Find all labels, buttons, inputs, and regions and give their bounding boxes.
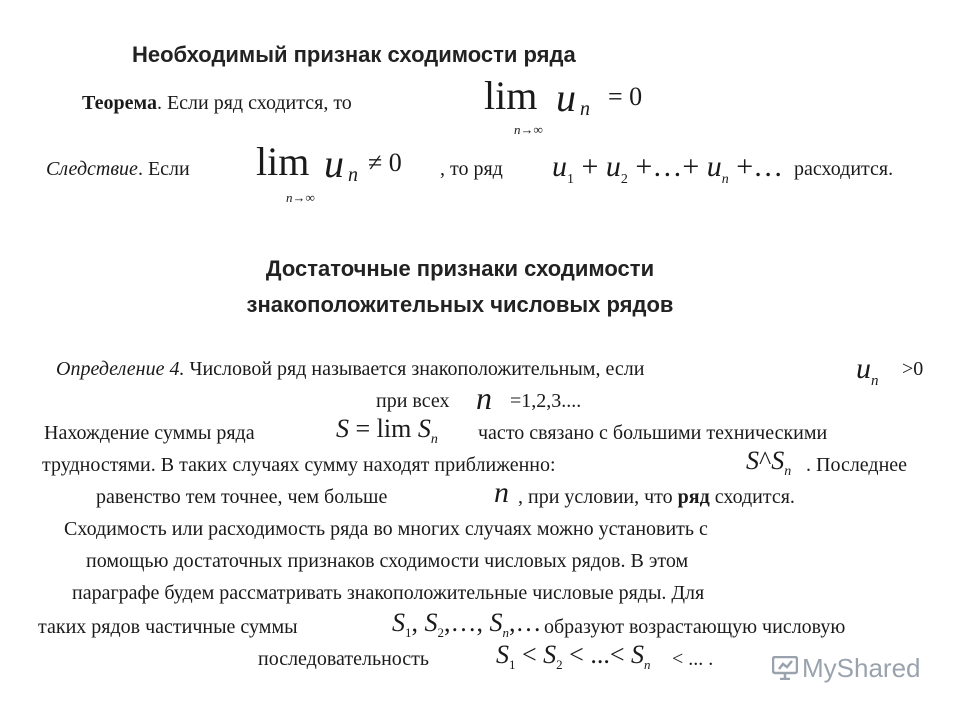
para-line4: Сходимость или расходимость ряда во многих случаях можно установить с <box>64 518 708 540</box>
para-line8b: < ... . <box>672 648 714 670</box>
definition-line <box>56 358 644 381</box>
watermark-text: MyShared <box>802 653 921 683</box>
formula-series-sum: $u_1 + u_2$ +…+ $u_n$ +… <box>552 150 784 187</box>
para-line2b: . Последнее <box>806 454 908 476</box>
definition-line2b: =1,2,3.... <box>510 390 582 412</box>
formula-un: $u_n$ <box>856 352 879 389</box>
formula-partial-sums: $S_1$, $S_2,\dots$, $S_n,\dots$ <box>392 608 542 641</box>
heading-sufficient-criteria-2: знакоположительных числовых рядов <box>246 292 674 317</box>
formula-increasing-sequence: $S_1 < S_2$ < ...< $S_n$ <box>496 640 651 673</box>
definition-text: Числовой ряд называется знакоположительным, если <box>184 358 645 380</box>
watermark-logo <box>772 653 921 684</box>
corollary-label: Следствие <box>46 158 138 180</box>
para-line6: параграфе будем рассматривать знакоположительные числовые ряды. Для <box>72 582 705 604</box>
theorem-line <box>82 92 352 115</box>
para-line5: помощью достаточных признаков сходимости числовых рядов. В этом <box>86 550 689 572</box>
definition-line2a: при всех <box>376 390 450 412</box>
para-line3-bold: ряд <box>677 486 710 508</box>
para-line1b: часто связано с большими техническими <box>478 422 828 444</box>
formula-n-2: n <box>494 476 509 509</box>
formula-lim-un-neq-zero: lim u n ≠ 0 n→∞ <box>256 139 402 205</box>
para-line3 <box>518 486 795 509</box>
definition-label: Определение 4. <box>56 358 185 380</box>
formula-n: n <box>476 380 492 416</box>
para-line2a: трудностями. В таких случаях сумму находят приближенно: <box>42 454 556 476</box>
theorem-text: . Если ряд сходится, то <box>156 92 352 114</box>
para-line1a: Нахождение суммы ряда <box>44 422 255 444</box>
formula-approx: $S\^{}S_n$ <box>746 446 792 480</box>
corollary-text: . Если <box>137 158 190 180</box>
para-line3c: сходится. <box>714 486 795 508</box>
formula-lim-un-zero: lim u n = 0 n→∞ <box>484 73 643 137</box>
para-line7b: образуют возрастающую числовую <box>544 616 846 638</box>
para-line7a: таких рядов частичные суммы <box>38 616 298 638</box>
theorem-label: Теорема <box>82 92 157 114</box>
presentation-icon <box>772 656 798 680</box>
formula-sum-lim: $S = \lim S_n$ <box>336 414 438 448</box>
corollary-then: , то ряд <box>440 158 503 180</box>
definition-gt-zero: >0 <box>902 358 924 380</box>
heading-necessary-criterion: Необходимый признак сходимости ряда <box>132 42 576 67</box>
corollary-line <box>46 158 190 181</box>
para-line3a: равенство тем точнее, чем больше <box>96 486 388 508</box>
corollary-end: расходится. <box>794 158 894 180</box>
heading-sufficient-criteria-1: Достаточные признаки сходимости <box>265 256 655 281</box>
para-line8a: последовательность <box>258 648 430 670</box>
para-line3b: , при условии, что <box>518 486 673 508</box>
